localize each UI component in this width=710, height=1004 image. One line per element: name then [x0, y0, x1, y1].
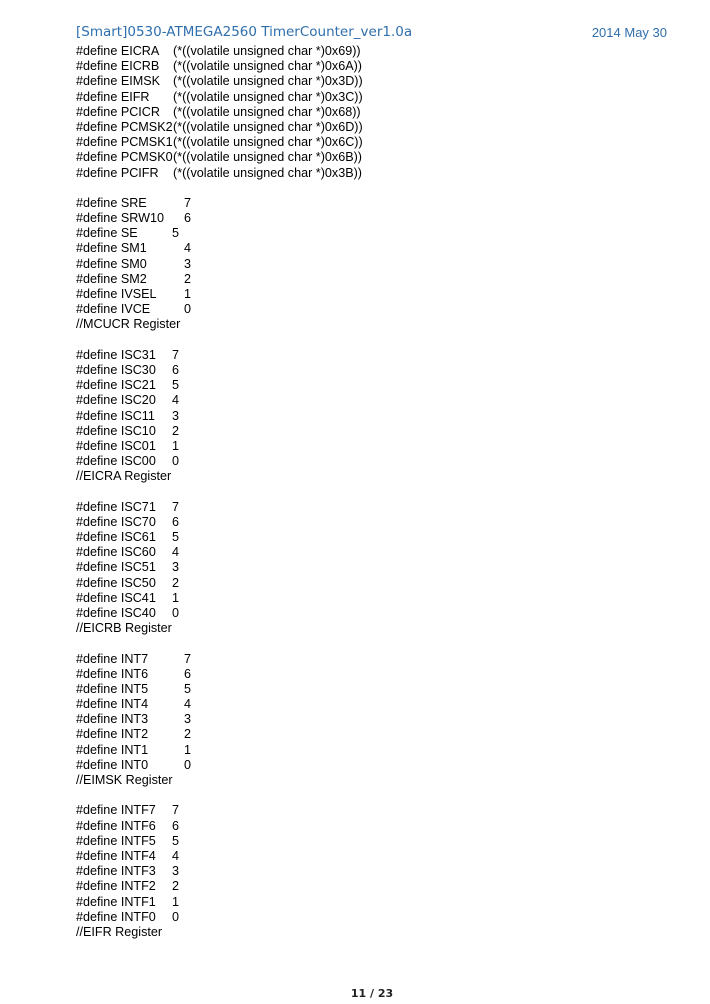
macro-name: #define INTF5 — [76, 833, 156, 848]
code-define-line — [76, 135, 636, 150]
macro-value: 3 — [184, 712, 192, 727]
macro-value: 5 — [184, 681, 192, 696]
code-define-line — [76, 560, 636, 575]
macro-name: #define ISC51 — [76, 560, 156, 575]
macro-value: 6 — [184, 211, 192, 226]
macro-name: #define ISC61 — [76, 530, 156, 544]
code-define-line — [76, 363, 636, 378]
macro-name: #define INTF4 — [76, 848, 156, 863]
code-define-line — [76, 287, 636, 302]
macro-value: 2 — [172, 423, 180, 438]
macro-value: 5 — [172, 530, 180, 544]
macro-value: 1 — [184, 287, 192, 301]
code-define-line — [76, 424, 636, 439]
code-define-line — [76, 196, 636, 211]
macro-value: 7 — [172, 499, 180, 514]
macro-value: 7 — [184, 195, 192, 210]
macro-name: #define IVCE — [76, 302, 151, 317]
macro-name: #define IVSEL — [76, 287, 157, 301]
code-define-line — [76, 90, 636, 105]
code-define-line — [76, 500, 636, 515]
code-define-line — [76, 758, 636, 773]
code-define-line — [76, 712, 636, 727]
blank-line — [76, 333, 636, 348]
code-define-line — [76, 697, 636, 712]
code-define-line — [76, 743, 636, 758]
macro-value: 0 — [172, 454, 180, 469]
code-define-line — [76, 879, 636, 894]
code-define-line — [76, 439, 636, 454]
code-define-line — [76, 667, 636, 682]
code-define-line — [76, 849, 636, 864]
comment-text: //MCUCR Register — [76, 317, 181, 332]
macro-name: #define PCMSK1 — [76, 135, 173, 150]
code-define-line — [76, 803, 636, 818]
macro-name: #define INT1 — [76, 742, 149, 757]
macro-value: 4 — [172, 393, 180, 408]
code-define-line — [76, 378, 636, 393]
macro-value: (*((volatile unsigned char *)0x6D)) — [173, 119, 363, 134]
macro-value: 5 — [172, 378, 180, 393]
document-date: 2014 May 30 — [591, 25, 667, 40]
macro-name: #define INT3 — [76, 712, 149, 727]
macro-value: (*((volatile unsigned char *)0x6C)) — [173, 135, 363, 150]
code-define-line — [76, 652, 636, 667]
code-define-line — [76, 454, 636, 469]
code-comment-line — [76, 469, 636, 484]
code-define-line — [76, 591, 636, 606]
macro-value: 0 — [184, 302, 192, 317]
macro-name: #define ISC41 — [76, 590, 156, 605]
code-define-line — [76, 226, 636, 241]
macro-name: #define PCICR — [76, 104, 160, 119]
comment-text: //EICRB Register — [76, 621, 172, 636]
code-define-line — [76, 150, 636, 165]
macro-name: #define INTF1 — [76, 894, 156, 909]
macro-value: 4 — [172, 848, 180, 863]
macro-name: #define SM2 — [76, 271, 147, 286]
code-define-line — [76, 44, 636, 59]
macro-name: #define EIFR — [76, 89, 150, 104]
blank-line — [76, 636, 636, 651]
macro-value: 3 — [172, 408, 180, 423]
macro-value: 7 — [184, 651, 192, 666]
macro-value: 1 — [172, 894, 180, 909]
code-define-line — [76, 682, 636, 697]
code-comment-line — [76, 621, 636, 636]
code-listing — [76, 44, 636, 940]
macro-value: 2 — [184, 271, 192, 286]
macro-value: 6 — [172, 514, 180, 529]
code-define-line — [76, 545, 636, 560]
macro-value: 5 — [172, 226, 180, 241]
macro-value: 4 — [184, 241, 192, 256]
code-define-line — [76, 166, 636, 181]
code-define-line — [76, 864, 636, 879]
macro-value: 0 — [172, 605, 180, 620]
macro-name: #define ISC70 — [76, 514, 156, 529]
code-define-line — [76, 348, 636, 363]
macro-name: #define ISC40 — [76, 605, 156, 620]
macro-name: #define INT2 — [76, 727, 149, 742]
macro-value: 3 — [184, 256, 192, 271]
code-define-line — [76, 606, 636, 621]
macro-name: #define SRW10 — [76, 211, 164, 226]
code-define-line — [76, 74, 636, 89]
macro-value: (*((volatile unsigned char *)0x68)) — [173, 104, 361, 119]
macro-value: (*((volatile unsigned char *)0x3B)) — [173, 165, 362, 180]
macro-value: 4 — [184, 697, 192, 712]
macro-value: 4 — [172, 545, 180, 560]
macro-value: (*((volatile unsigned char *)0x3D)) — [173, 74, 363, 89]
macro-name: #define ISC21 — [76, 378, 156, 393]
comment-text: //EIMSK Register — [76, 773, 173, 787]
code-define-line — [76, 530, 636, 545]
blank-line — [76, 484, 636, 499]
code-define-line — [76, 409, 636, 424]
macro-value: (*((volatile unsigned char *)0x3C)) — [173, 89, 363, 104]
macro-name: #define INTF6 — [76, 818, 156, 833]
code-define-line — [76, 120, 636, 135]
macro-name: #define PCMSK0 — [76, 150, 173, 165]
macro-value: (*((volatile unsigned char *)0x6A)) — [173, 59, 362, 74]
macro-name: #define SE — [76, 226, 138, 241]
code-define-line — [76, 515, 636, 530]
macro-value: 6 — [184, 666, 192, 681]
macro-name: #define ISC00 — [76, 454, 156, 469]
macro-value: (*((volatile unsigned char *)0x69)) — [173, 44, 361, 58]
macro-name: #define SM1 — [76, 241, 147, 256]
macro-name: #define EICRA — [76, 44, 160, 58]
blank-line — [76, 181, 636, 196]
code-define-line — [76, 910, 636, 925]
code-define-line — [76, 834, 636, 849]
macro-name: #define SRE — [76, 195, 147, 210]
macro-name: #define INT5 — [76, 681, 149, 696]
code-comment-line — [76, 925, 636, 940]
macro-value: 1 — [172, 590, 180, 605]
macro-name: #define ISC30 — [76, 362, 156, 377]
macro-value: 7 — [172, 347, 180, 362]
macro-name: #define ISC20 — [76, 393, 156, 408]
code-define-line — [76, 393, 636, 408]
blank-line — [76, 788, 636, 803]
code-define-line — [76, 272, 636, 287]
macro-name: #define ISC01 — [76, 438, 156, 453]
macro-name: #define INTF3 — [76, 864, 156, 879]
code-comment-line — [76, 773, 636, 788]
macro-value: 3 — [172, 560, 180, 575]
macro-name: #define ISC10 — [76, 423, 156, 438]
macro-name: #define ISC31 — [76, 347, 156, 362]
macro-value: 6 — [172, 362, 180, 377]
macro-name: #define PCMSK2 — [76, 119, 173, 134]
document-title: [Smart]0530-ATMEGA2560 TimerCounter_ver1.0a — [76, 24, 413, 40]
macro-name: #define INTF2 — [76, 879, 156, 894]
macro-name: #define INT0 — [76, 757, 149, 772]
macro-value: 2 — [184, 727, 192, 742]
page-number: 11 / 23 — [350, 987, 394, 1000]
macro-name: #define INT4 — [76, 697, 149, 712]
macro-value: 7 — [172, 803, 180, 818]
code-define-line — [76, 895, 636, 910]
macro-name: #define INTF0 — [76, 909, 156, 924]
macro-name: #define EICRB — [76, 59, 160, 74]
code-define-line — [76, 257, 636, 272]
macro-name: #define ISC60 — [76, 545, 156, 560]
macro-value: 3 — [172, 864, 180, 879]
code-define-line — [76, 59, 636, 74]
code-define-line — [76, 576, 636, 591]
comment-text: //EICRA Register — [76, 469, 172, 484]
macro-value: 0 — [184, 757, 192, 772]
macro-name: #define ISC50 — [76, 575, 156, 590]
comment-text: //EIFR Register — [76, 924, 163, 939]
macro-name: #define ISC11 — [76, 408, 155, 423]
macro-value: 2 — [172, 879, 180, 894]
code-define-line — [76, 819, 636, 834]
code-comment-line — [76, 317, 636, 332]
code-define-line — [76, 211, 636, 226]
macro-name: #define INT6 — [76, 666, 149, 681]
macro-value: 0 — [172, 909, 180, 924]
macro-value: 5 — [172, 833, 180, 848]
macro-value: (*((volatile unsigned char *)0x6B)) — [173, 150, 362, 165]
macro-name: #define EIMSK — [76, 74, 161, 89]
macro-value: 1 — [172, 438, 180, 453]
macro-value: 6 — [172, 818, 180, 833]
macro-name: #define SM0 — [76, 256, 147, 271]
macro-name: #define INT7 — [76, 651, 149, 666]
code-define-line — [76, 727, 636, 742]
code-define-line — [76, 105, 636, 120]
macro-value: 2 — [172, 575, 180, 590]
code-define-line — [76, 241, 636, 256]
code-define-line — [76, 302, 636, 317]
macro-value: 1 — [184, 742, 192, 757]
macro-name: #define ISC71 — [76, 499, 156, 514]
macro-name: #define INTF7 — [76, 803, 156, 818]
macro-name: #define PCIFR — [76, 165, 159, 180]
